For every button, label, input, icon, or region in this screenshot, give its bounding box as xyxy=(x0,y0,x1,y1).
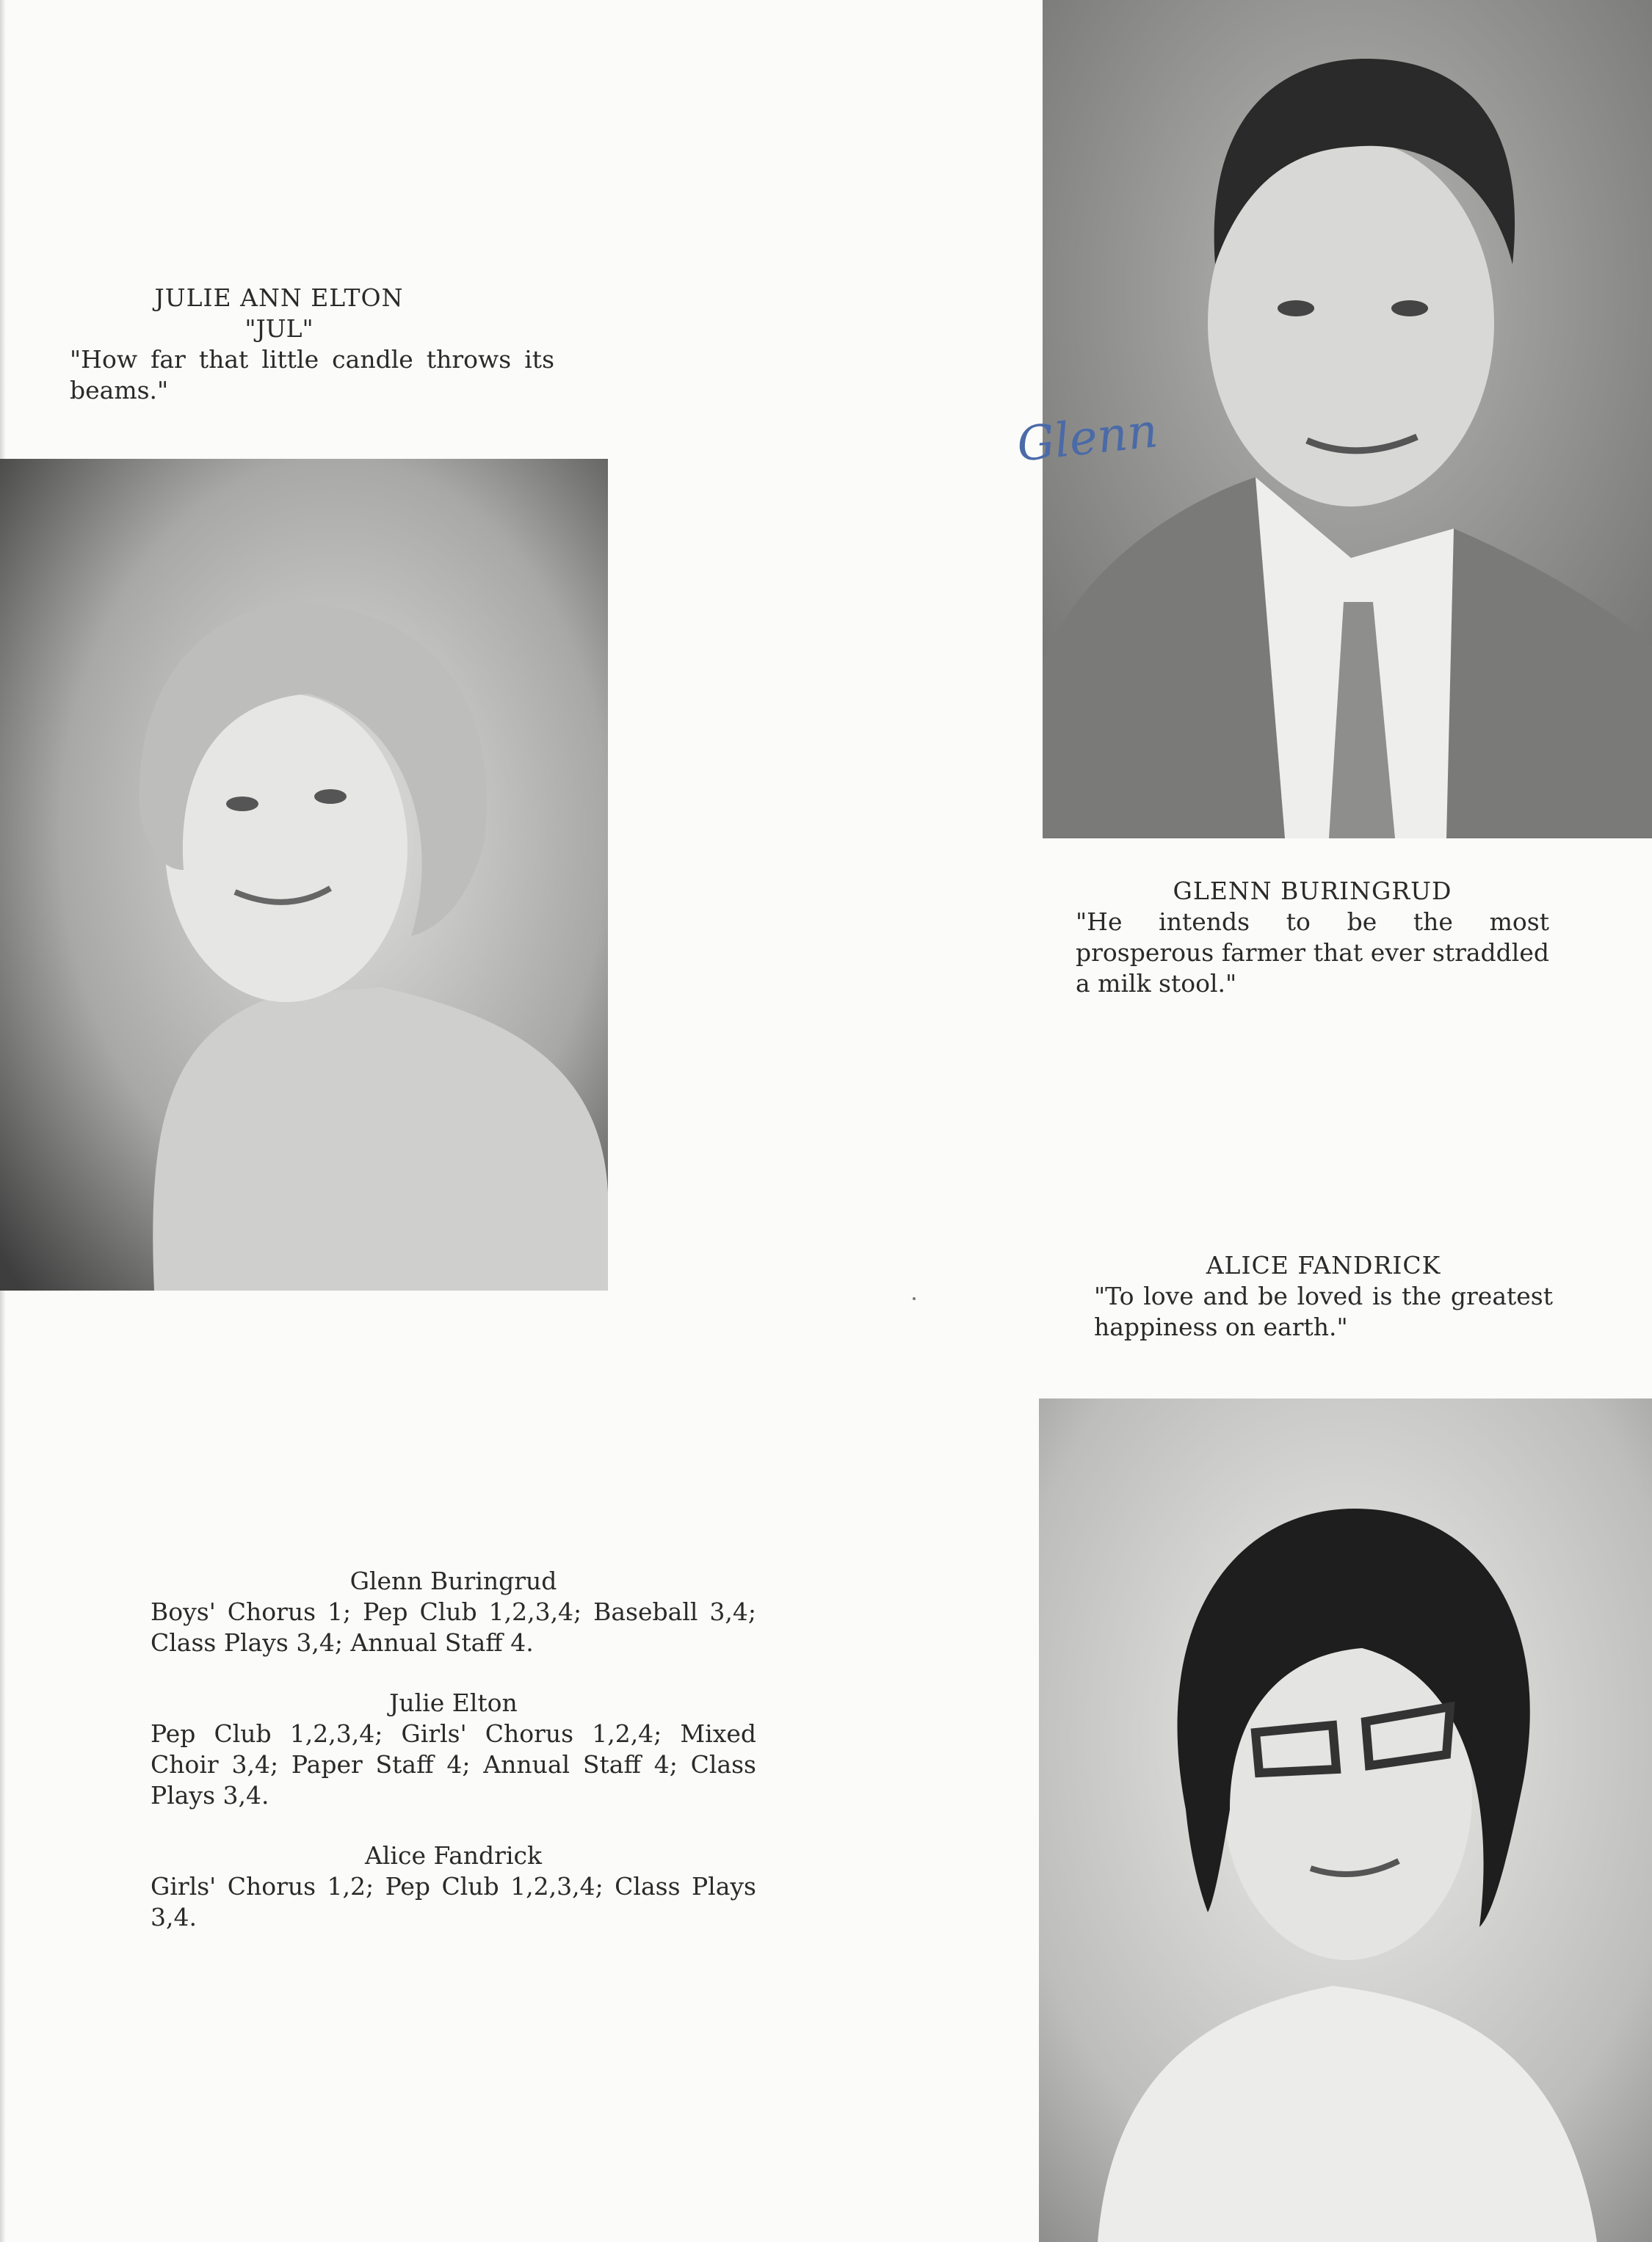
alice-portrait-photo xyxy=(1039,1398,1652,2242)
activities-section xyxy=(151,1566,756,1933)
glenn-quote: "He intends to be the most prosperous farmer that ever straddled a milk stool." xyxy=(1076,907,1549,998)
glenn-signature: Glenn xyxy=(1014,404,1161,473)
alice-quote: "To love and be loved is the greatest happiness on earth." xyxy=(1094,1282,1553,1341)
julie-portrait-photo xyxy=(0,459,608,1291)
alice-name: ALICE FANDRICK xyxy=(1206,1251,1441,1280)
activity-student-name: Julie Elton xyxy=(389,1688,518,1717)
activity-entry xyxy=(151,1840,756,1933)
glenn-caption xyxy=(1076,876,1549,999)
print-speck xyxy=(913,1297,916,1300)
julie-quote: "How far that little candle throws its beams." xyxy=(70,345,554,404)
activity-list-text: Girls' Chorus 1,2; Pep Club 1,2,3,4; Class Plays 3,4. xyxy=(151,1872,756,1931)
julie-nickname: "JUL" xyxy=(244,314,314,343)
activity-entry xyxy=(151,1566,756,1658)
glenn-name: GLENN BURINGRUD xyxy=(1173,877,1452,905)
julie-name: JULIE ANN ELTON xyxy=(154,283,404,312)
activity-student-name: Glenn Buringrud xyxy=(349,1567,557,1595)
activity-list-text: Boys' Chorus 1; Pep Club 1,2,3,4; Baseball 3,4; Class Plays 3,4; Annual Staff 4. xyxy=(151,1597,756,1657)
activity-student-name: Alice Fandrick xyxy=(365,1841,542,1870)
julie-caption xyxy=(70,283,554,406)
alice-caption xyxy=(1094,1250,1553,1343)
activity-list-text: Pep Club 1,2,3,4; Girls' Chorus 1,2,4; Mixed Choir 3,4; Paper Staff 4; Annual Staff 4; Class Plays 3,4. xyxy=(151,1719,756,1810)
activity-entry xyxy=(151,1688,756,1811)
